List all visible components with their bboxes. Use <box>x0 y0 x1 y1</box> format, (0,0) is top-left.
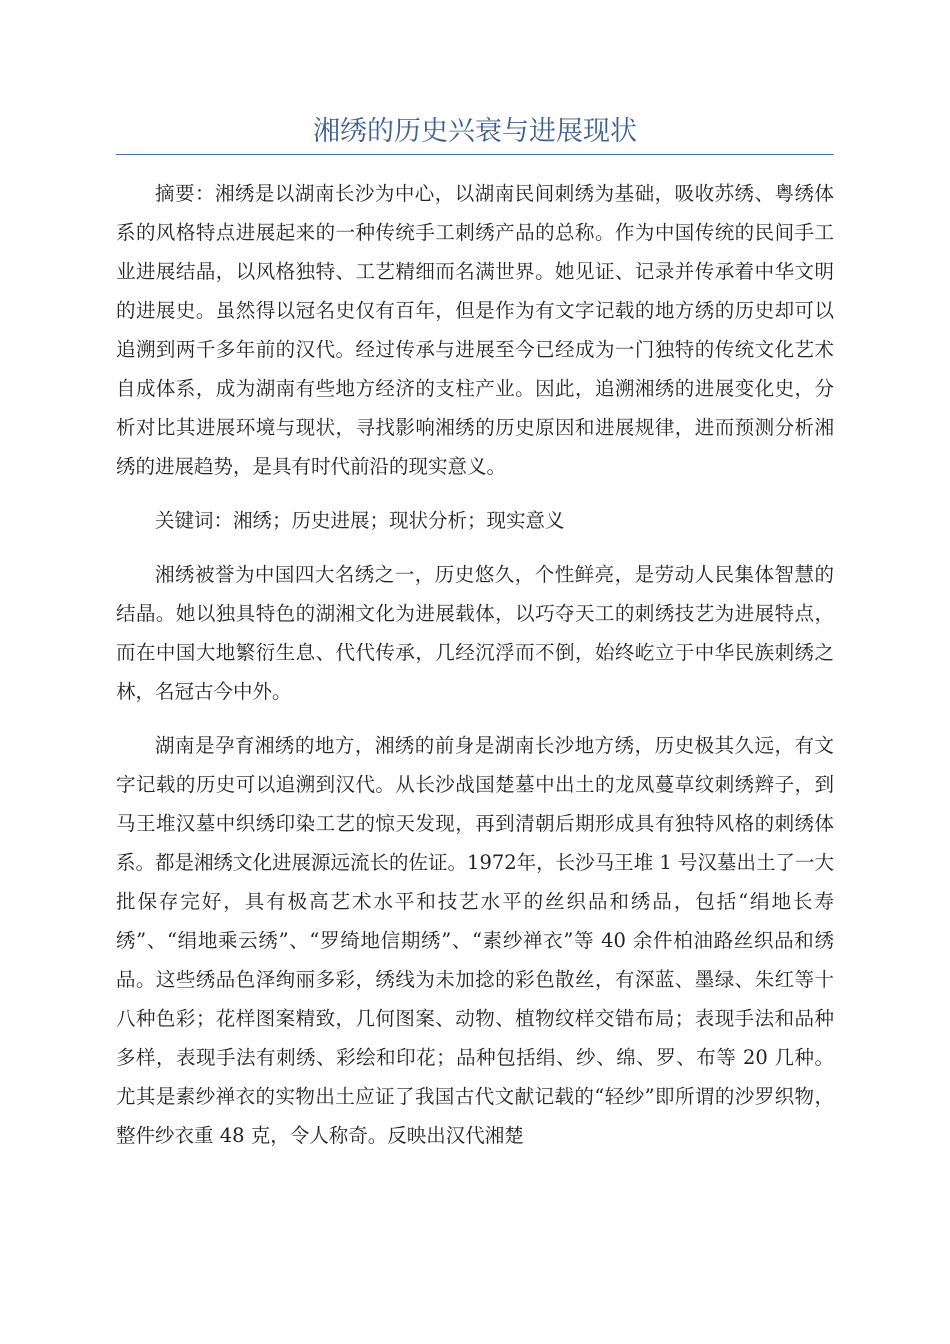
title-underline <box>116 154 834 155</box>
abstract-paragraph: 摘要：湘绣是以湖南长沙为中心，以湖南民间刺绣为基础，吸收苏绣、粤绣体系的风格特点进展起来的一种传统手工刺绣产品的总称。作为中国传统的民间手工业进展结晶，以风格独特、工艺精细而名满世界。她见证、记录并传承着中华文明的进展史。虽然得以冠名史仅有百年，但是作为有文字记载的地方绣的历史却可以追溯到两千多年前的汉代。经过传承与进展至今已经成为一门独特的传统文化艺术自成体系，成为湖南有些地方经济的支柱产业。因此，追溯湘绣的进展变化史，分析对比其进展环境与现状，寻找影响湘绣的历史原因和进展规律，进而预测分析湘绣的进展趋势，是具有时代前沿的现实意义。 <box>116 182 834 478</box>
document-body <box>116 174 834 1170</box>
keywords-paragraph: 关键词：湘绣；历史进展；现状分析；现实意义 <box>155 509 565 532</box>
body-paragraph: 湘绣被誉为中国四大名绣之一，历史悠久，个性鲜亮，是劳动人民集体智慧的结晶。她以独具特色的湖湘文化为进展载体，以巧夺天工的刺绣技艺为进展特点，而在中国大地繁衍生息、代代传承，几经沉浮而不倒，始终屹立于中华民族刺绣之林，名冠古今中外。 <box>116 563 834 703</box>
document-title: 湘绣的历史兴衰与进展现状 <box>313 116 637 147</box>
body-paragraph: 湖南是孕育湘绣的地方，湘绣的前身是湖南长沙地方绣，历史极其久远，有文字记载的历史可以追溯到汉代。从长沙战国楚墓中出土的龙凤蔓草纹刺绣辫子，到马王堆汉墓中织绣印染工艺的惊天发现，再到清朝后期形成具有独特风格的刺绣体系。都是湘绣文化进展源远流长的佐证。1972年，长沙马王堆 1 号汉墓出土了一大批保存完好，具有极高艺术水平和技艺水平的丝织品和绣品，包括“绢地长寿绣”、“绢地乘云绣”、“罗绮地信期绣”、“素纱禅衣”等 40 余件柏油路丝织品和绣品。这些绣品色泽绚丽多彩，绣线为未加捻的彩色散丝，有深蓝、墨绿、朱红等十八种色彩；花样图案精致，几何图案、动物、植物纹样交错布局；表现手法和品种多样，表现手法有刺绣、彩绘和印花；品种包括绢、纱、绵、罗、布等 20 几种。尤其是素纱禅衣的实物出土应证了我国古代文献记载的“轻纱”即所谓的沙罗织物，整件纱衣重 48 克，令人称奇。反映出汉代湘楚 <box>116 734 834 1147</box>
